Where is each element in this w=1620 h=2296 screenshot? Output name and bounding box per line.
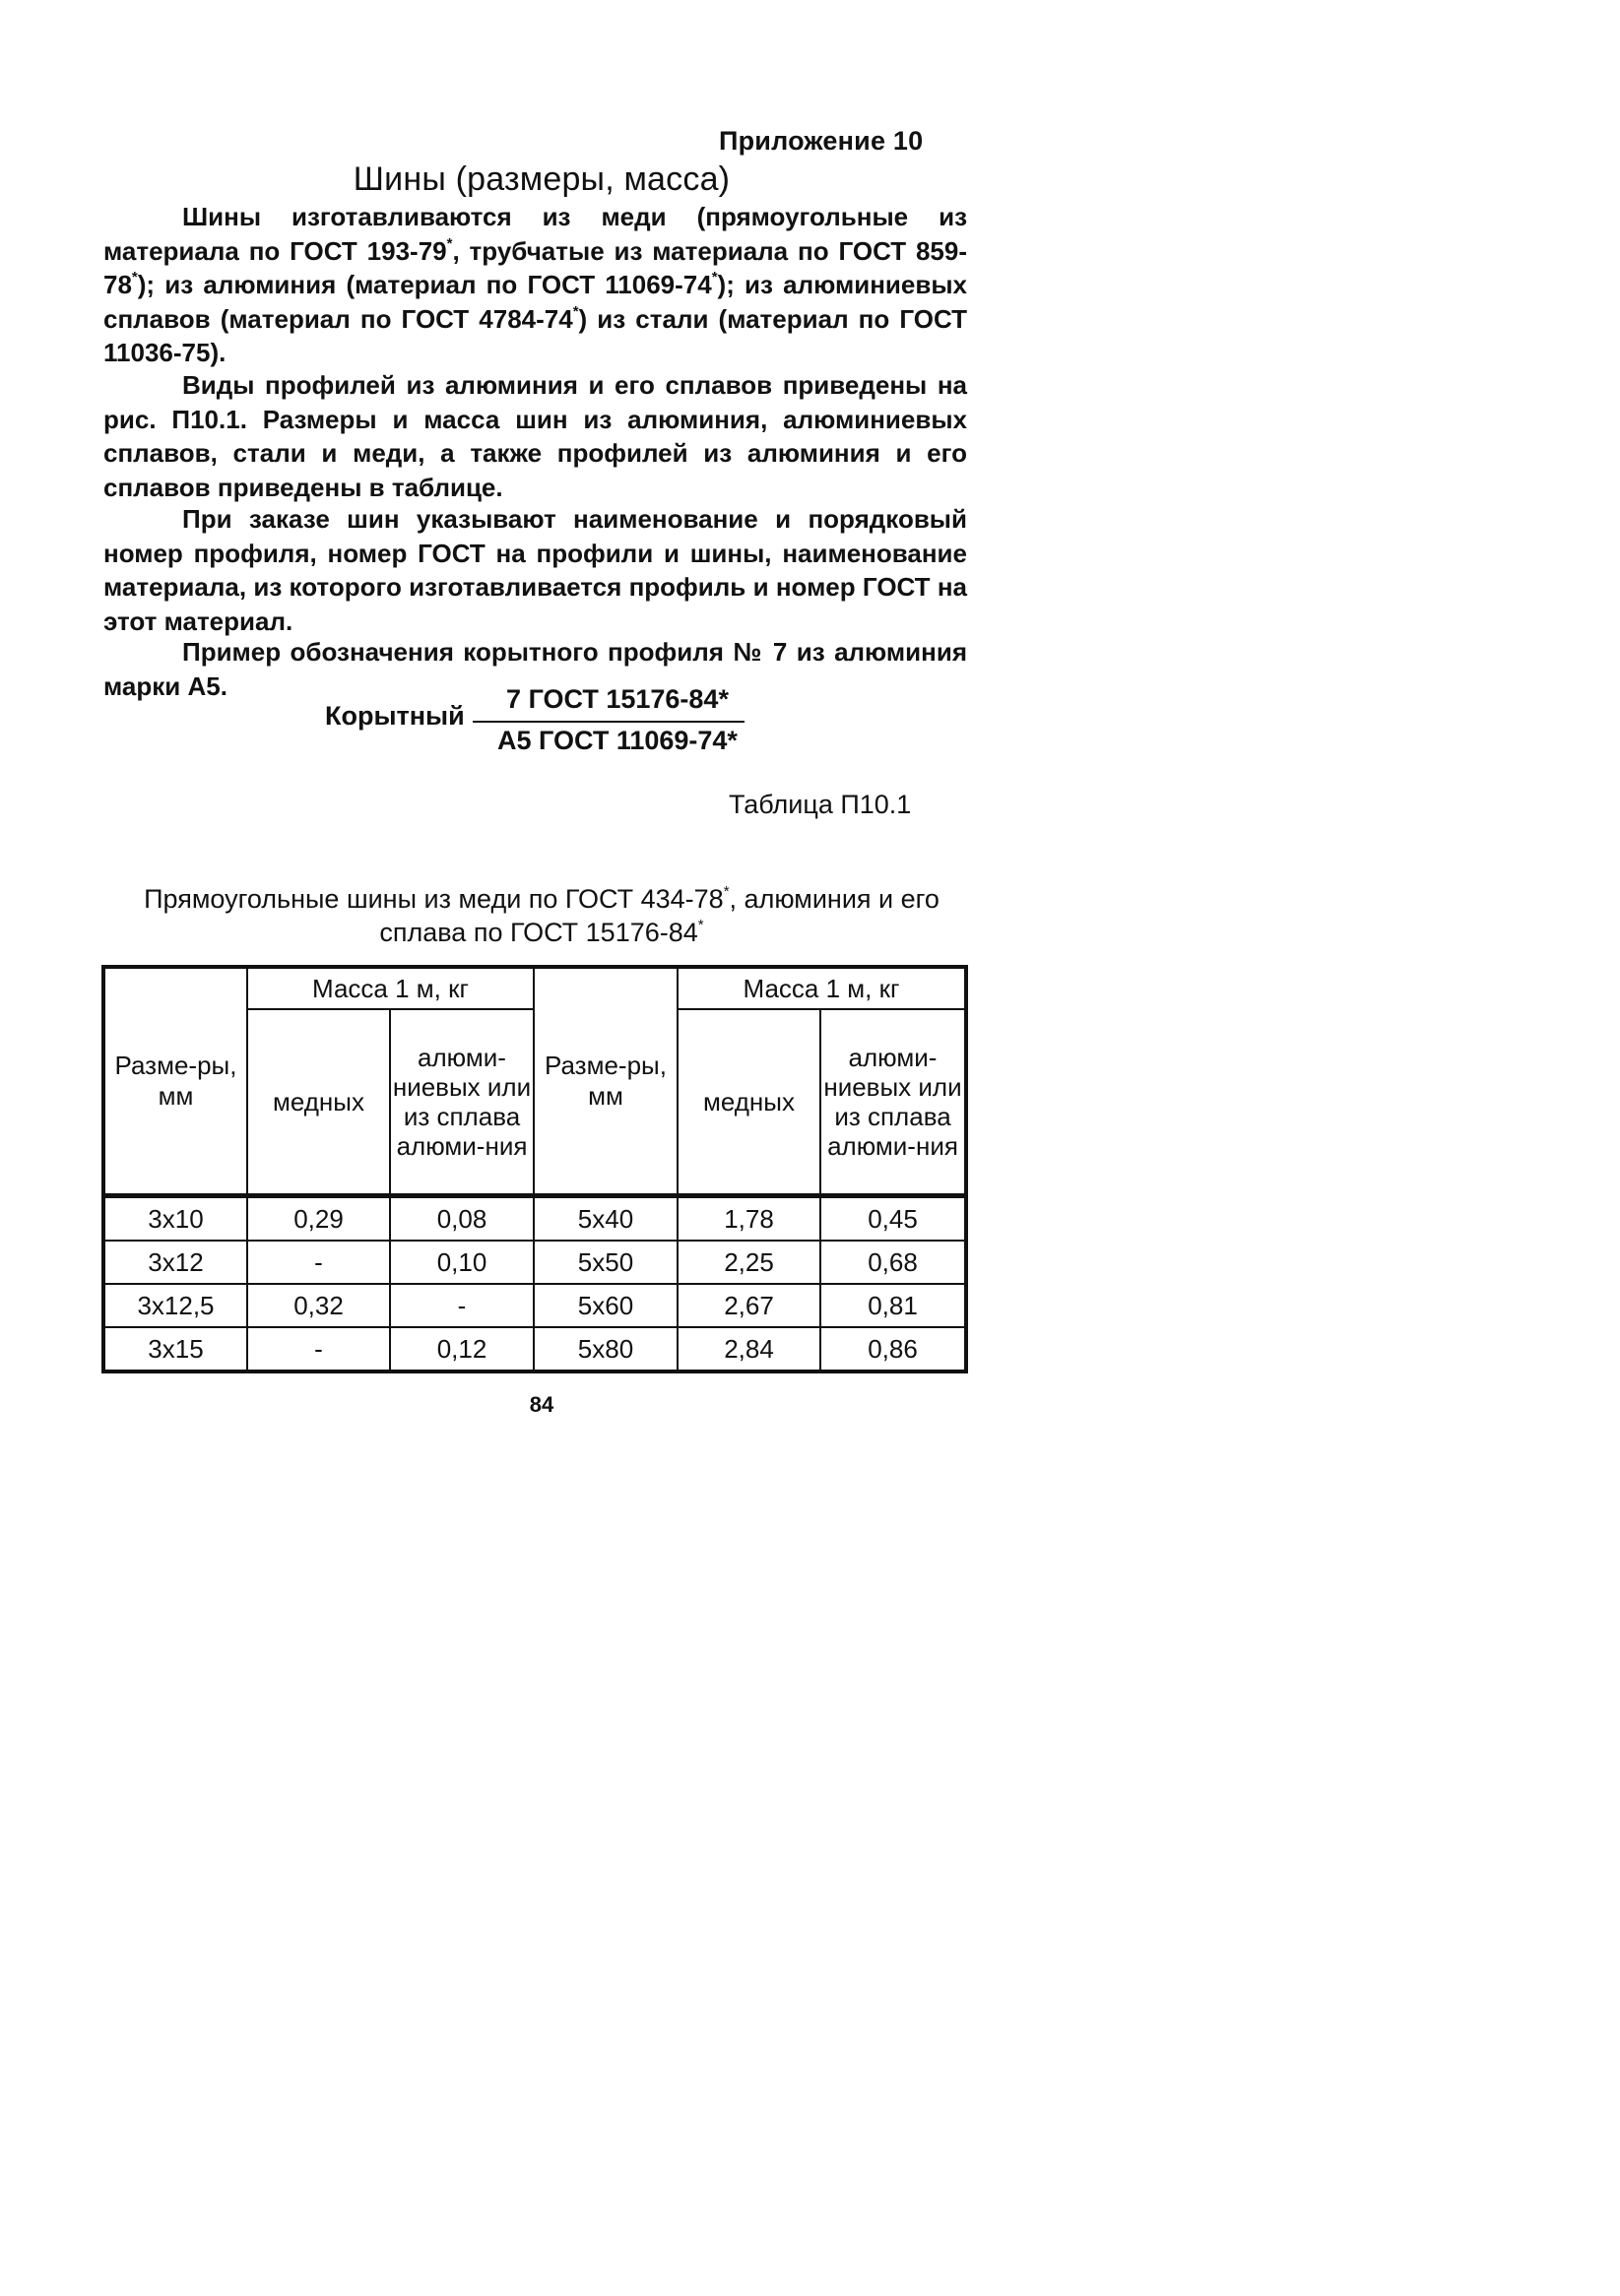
- table-title: [98, 882, 985, 949]
- header-copper: медных: [247, 1009, 390, 1196]
- designation-label: Корытный: [325, 701, 465, 731]
- asterisk-note: *: [711, 269, 718, 287]
- paragraph-example-text: Пример обозначения корытного профиля № 7 из алюминия марки А5.: [103, 637, 967, 701]
- cell-copper: 0,29: [247, 1196, 390, 1242]
- table-label: Таблица П10.1: [729, 790, 912, 819]
- page-title: Шины (размеры, масса): [353, 160, 731, 198]
- fraction-bar: [473, 721, 745, 723]
- paragraph-materials-text-d: ); из алюминиевых сплавов (материал по ГОСТ 4784-74: [103, 270, 967, 334]
- asterisk-note: *: [723, 883, 730, 900]
- cell-size: 5x80: [534, 1327, 678, 1371]
- asterisk-note: *: [131, 269, 138, 287]
- cell-size: 5x50: [534, 1241, 678, 1284]
- table-row: [103, 1241, 966, 1284]
- cell-size: 3x15: [103, 1327, 247, 1371]
- cell-aluminium: 0,12: [390, 1327, 534, 1371]
- table-title-part1: Прямоугольные шины из меди по ГОСТ 434-78: [144, 884, 724, 914]
- paragraph-materials-text-c: ); из алюминия (материал по ГОСТ 11069-74: [137, 270, 712, 299]
- paragraph-ordering-text: При заказе шин указывают наименование и порядковый номер профиля, номер ГОСТ на профили и шины, наименование материала, из которого изготавливается профиль и номер ГОСТ на этот материал.: [103, 504, 967, 636]
- cell-size: 5x40: [534, 1196, 678, 1242]
- header-aluminium: алюми-ниевых или из сплава алюми-ния: [820, 1009, 966, 1196]
- cell-aluminium: 0,86: [820, 1327, 966, 1371]
- cell-aluminium: 0,10: [390, 1241, 534, 1284]
- cell-size: 5x60: [534, 1284, 678, 1327]
- paragraph-ordering: [103, 502, 967, 638]
- cell-copper: 2,84: [678, 1327, 820, 1371]
- paragraph-materials-text-e: ) из стали (материал по ГОСТ 11036-75).: [103, 303, 967, 367]
- asterisk-note: *: [446, 234, 453, 252]
- header-mass: Масса 1 м, кг: [247, 967, 534, 1009]
- appendix-label: Приложение 10: [719, 126, 924, 156]
- designation-numerator: 7 ГОСТ 15176-84*: [506, 684, 729, 714]
- asterisk-note: *: [697, 917, 704, 933]
- table-row: [103, 1196, 966, 1242]
- paragraph-materials-text-a: Шины изготавливаются из меди (прямоугольные из материала по ГОСТ 193-79: [103, 202, 967, 266]
- header-mass: Масса 1 м, кг: [678, 967, 966, 1009]
- header-size: Разме-ры, мм: [534, 967, 678, 1196]
- table-row: [103, 1284, 966, 1327]
- cell-aluminium: -: [390, 1284, 534, 1327]
- header-size: Разме-ры, мм: [103, 967, 247, 1196]
- page-number: 84: [529, 1392, 554, 1417]
- cell-copper: -: [247, 1327, 390, 1371]
- cell-size: 3x12: [103, 1241, 247, 1284]
- designation-denominator: А5 ГОСТ 11069-74*: [497, 726, 738, 755]
- header-aluminium: алюми-ниевых или из сплава алюми-ния: [390, 1009, 534, 1196]
- paragraph-materials: [103, 200, 967, 370]
- table-title-part2: , алюминия и его сплава по ГОСТ 15176-84: [379, 884, 940, 947]
- cell-aluminium: 0,81: [820, 1284, 966, 1327]
- cell-aluminium: 0,68: [820, 1241, 966, 1284]
- header-copper: медных: [678, 1009, 820, 1196]
- paragraph-profiles-text: Виды профилей из алюминия и его сплавов приведены на рис. П10.1. Размеры и масса шин из алюминия, алюминиевых сплавов, стали и меди, а также профилей из алюминия и его сплавов приведены в таблице.: [103, 370, 967, 502]
- cell-copper: -: [247, 1241, 390, 1284]
- paragraph-profiles: [103, 368, 967, 504]
- cell-aluminium: 0,08: [390, 1196, 534, 1242]
- cell-copper: 2,67: [678, 1284, 820, 1327]
- cell-aluminium: 0,45: [820, 1196, 966, 1242]
- cell-copper: 2,25: [678, 1241, 820, 1284]
- cell-copper: 1,78: [678, 1196, 820, 1242]
- busbar-table: [101, 965, 968, 1373]
- cell-copper: 0,32: [247, 1284, 390, 1327]
- paragraph-materials-text-b: , трубчатые из материала по ГОСТ 859-78: [103, 235, 967, 299]
- asterisk-note: *: [572, 302, 579, 320]
- cell-size: 3x10: [103, 1196, 247, 1242]
- table-row: [103, 1327, 966, 1371]
- cell-size: 3x12,5: [103, 1284, 247, 1327]
